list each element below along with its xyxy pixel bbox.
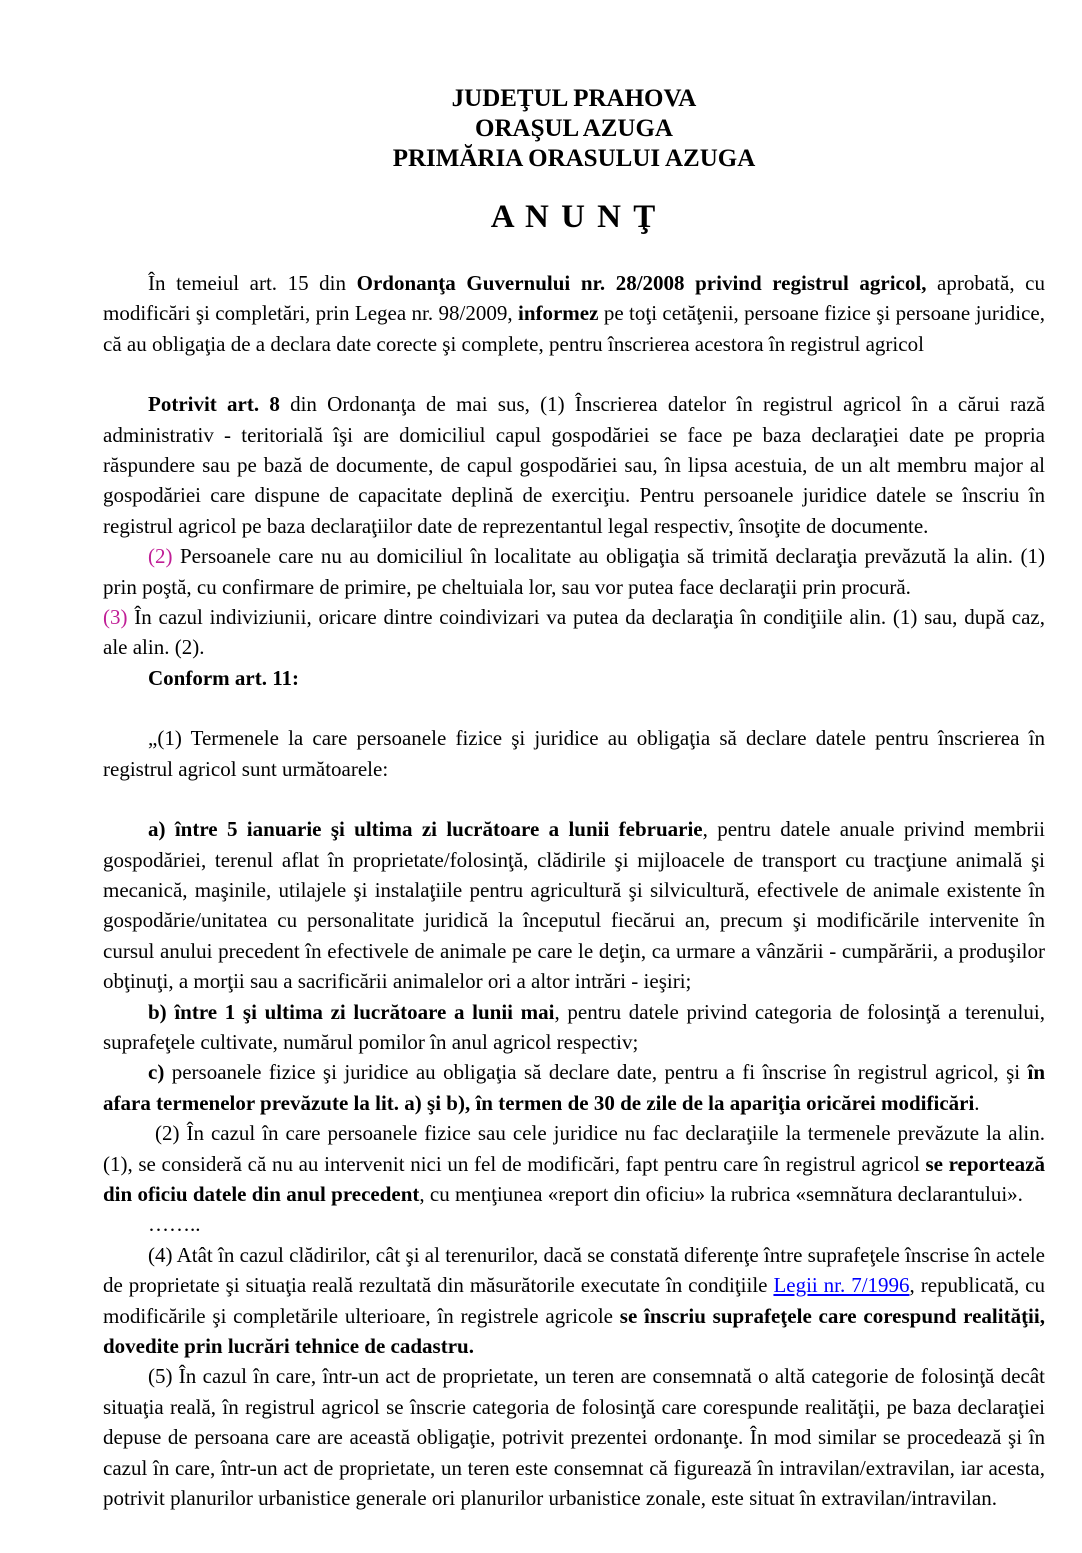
bold-text-run: Ordonanţa Guvernului nr. 28/2008 privind registrul agricol, <box>356 271 927 295</box>
bold-text-run: Potrivit art. 8 <box>148 392 280 417</box>
paragraph-alin2-report <box>103 1118 1045 1209</box>
paragraph-art8 <box>103 389 1045 541</box>
text-run: , republicată, cu modificările şi completările ulterioare, în registrele agricole <box>103 1273 1045 1328</box>
text-run: …….. <box>148 1212 201 1237</box>
paragraph-alin2 <box>103 541 1045 602</box>
text-run: (4) Atât în cazul clădirilor, cât şi al terenurilor, dacă se constată diferenţe între suprafeţele înscrise în actele de proprietate şi situaţia reală rezultată din măsurătorile executate în condiţiile <box>103 1242 1045 1298</box>
header-town: ORAŞUL AZUGA <box>475 115 673 142</box>
text-run: În cazul indiviziunii, oricare dintre coindivizari va putea da declaraţia în condiţiile alin. (1) sau, după caz, ale alin. (2). <box>103 605 1045 660</box>
paragraph-intro <box>103 268 1045 359</box>
bold-text-run: c) <box>148 1060 165 1085</box>
text-run: din Ordonanţa de mai sus, (1) Înscrierea datelor în registrul agricol în a cărui rază administrativ - teritorială îşi are domiciliul capul gospodăriei se face pe baza declaraţiei date pe propria răspundere sau pe bază de documente, de capul gospodăriei sau, în lipsa acestuia, de un alt membru major al gospodăriei care dispune de capacitate deplină de exerciţiu. Pentru persoanele juridice datele se înscriu în registrul agricol pe baza declaraţiilor date de reprezentantul legal respectiv, însoţite de documente. <box>103 392 1045 538</box>
text-run: , pentru datele anuale privind membrii gospodăriei, terenul aflat în proprietate/folosinţă, clădirile şi mijloacele de transport cu tracţiune animală şi mecanică, maşinile, utilajele şi instalaţiile pentru agricultură şi silvicultură, efectivele de animale existente în gospodărie/unitatea cu personalitate juridică la începutul fiecărui an, precum şi modificările intervenite în cursul anului precedent în efectivele de animale pe care le deţin, ca urmare a vânzării - cumpărării, a produşilor obţinuţi, a morţii sau a sacrificării animalelor ori a altor intrări - ieşiri; <box>103 817 1046 994</box>
text-run: (2) În cazul în care persoanele fizice sau cele juridice nu fac declaraţiile la termenele prevăzute la alin. (1), se consideră că nu au intervenit nici un fel de modificări, fapt pentru care în registrul agricol <box>103 1121 1045 1176</box>
paragraph-lit-a <box>103 814 1045 996</box>
bold-text-run: informez <box>517 301 599 326</box>
text-run: În temeiul art. 15 din <box>148 271 357 295</box>
bold-text-run: în afara termenelor prevăzute la lit. a) şi b), în termen de 30 de zile de la apariţia oricărei modificări <box>103 1060 1045 1115</box>
paragraph-termene <box>103 723 1045 784</box>
text-run: „(1) Termenele la care persoanele fizice şi juridice au obligaţia să declare datele pentru înscrierea în registrul agricol sunt următoarele: <box>103 726 1045 781</box>
header-townhall: PRIMĂRIA ORASULUI AZUGA <box>392 145 756 172</box>
text-run: , pentru datele privind categoria de folosinţă a terenului, suprafeţele cultivate, numărul pomilor în anul agricol respectiv; <box>103 999 1045 1054</box>
paragraph-conform-art11 <box>103 663 1045 693</box>
paragraph-ellipsis <box>103 1209 1045 1239</box>
bold-text-run: se reportează din oficiu datele din anul precedent <box>103 1151 1045 1206</box>
text-run: , cu menţiunea «report din oficiu» la rubrica «semnătura declarantului». <box>419 1181 1023 1206</box>
paragraph-lit-b <box>103 997 1045 1058</box>
text-run: pe toţi cetăţenii, persoane fizice şi persoane juridice, că au obligaţia de a declara date corecte şi complete, pentru înscrierea acestora în registrul agricol <box>103 301 1045 356</box>
bold-text-run: Conform art. 11: <box>148 665 300 690</box>
alineat-marker: (2) <box>148 544 173 569</box>
page-title: A N U N Ţ <box>490 199 658 235</box>
document-body <box>103 268 1045 1513</box>
bold-text-run: a) între 5 ianuarie şi ultima zi lucrătoare a lunii februarie <box>148 817 703 842</box>
text-run: persoanele fizice şi juridice au obligaţia să declare date, pentru a fi înscrise în registrul agricol, şi <box>164 1060 1028 1085</box>
header-county: JUDEŢUL PRAHOVA <box>451 85 697 112</box>
paragraph-lit-c <box>103 1057 1045 1118</box>
law-7-1996-link[interactable]: Legii nr. 7/1996 <box>773 1273 910 1298</box>
bold-text-run: se înscriu suprafeţele care corespund realităţii, dovedite prin lucrări tehnice de cadastru. <box>103 1303 1045 1358</box>
alineat-marker: (3) <box>103 605 128 630</box>
text-run: (5) În cazul în care, într-un act de proprietate, un teren are consemnată o altă categorie de folosinţă decât situaţia reală, în registrul agricol se înscrie categoria de folosinţă care corespunde realităţii, pe baza declaraţiei depuse de persoana care are această obligaţie, potrivit prezentei ordonanţe. În mod similar se procedează şi în cazul în care, într-un act de proprietate, un teren este consemnat că figurează în intravilan/extravilan, iar acesta, potrivit planurilor urbanistice generale ori planurilor urbanistice zonale, este situat în extravilan/intravilan. <box>103 1364 1045 1511</box>
text-run: aprobată, cu modificări şi completări, prin Legea nr. 98/2009, <box>103 271 1045 326</box>
paragraph-alin4 <box>103 1240 1045 1362</box>
bold-text-run: b) între 1 şi ultima zi lucrătoare a lunii mai <box>148 999 555 1024</box>
text-run: . <box>974 1090 980 1115</box>
paragraph-alin3 <box>103 602 1045 663</box>
paragraph-alin5 <box>103 1361 1045 1513</box>
text-run: Persoanele care nu au domiciliul în localitate au obligaţia să trimită declaraţia prevăzută la alin. (1) prin poştă, cu confirmare de primire, pe cheltuiala lor, sau vor putea face declaraţii prin procură. <box>103 544 1045 599</box>
